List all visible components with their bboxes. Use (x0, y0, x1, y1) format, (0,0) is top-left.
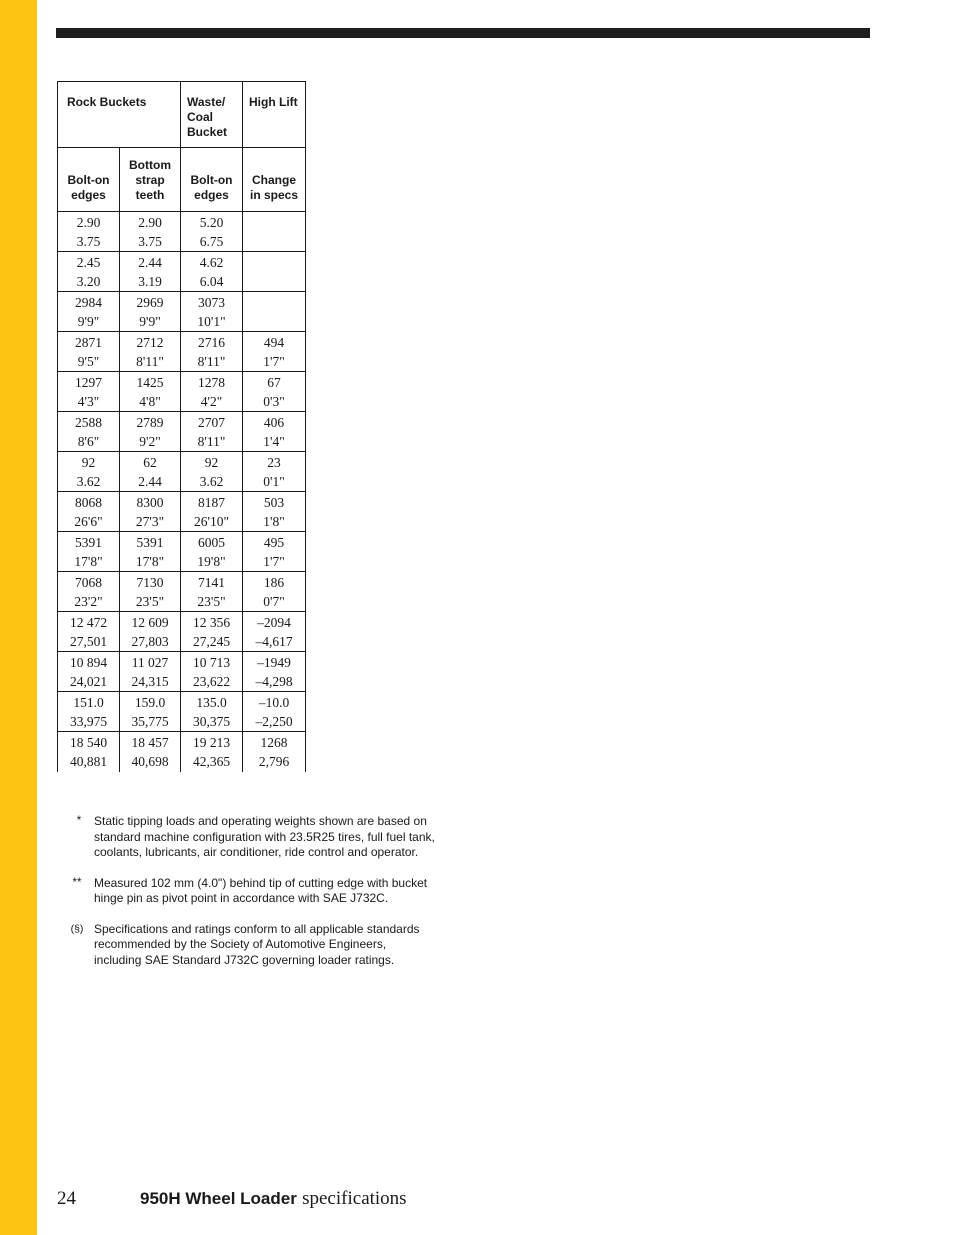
cell-value: 8'11" (197, 353, 226, 369)
cell-value: 1425 (136, 374, 164, 390)
table-row (58, 572, 306, 612)
footnote-line: recommended by the Society of Automotive Engineers, (94, 937, 387, 951)
table-cell (120, 612, 181, 652)
cell-value: 26'10" (194, 513, 229, 529)
cell-value: –2094 (257, 614, 291, 630)
cell-value: 9'5" (77, 353, 100, 369)
table-cell (120, 652, 181, 692)
header-high-lift: High Lift (243, 82, 306, 148)
cell-value: 3.62 (199, 473, 224, 489)
cell-value: 1'4" (263, 433, 285, 449)
table-cell (181, 732, 243, 772)
cell-value: 26'6" (74, 513, 103, 529)
table-row (58, 212, 306, 252)
table-row (58, 412, 306, 452)
cell-value: 1'7" (263, 553, 285, 569)
cell-value: 159.0 (134, 694, 166, 710)
cell-value: 0'3" (263, 393, 285, 409)
cell-value: 7141 (198, 574, 225, 590)
table-cell (181, 492, 243, 532)
table-cell (243, 532, 306, 572)
table-cell (243, 452, 306, 492)
cell-value: 8'11" (197, 433, 226, 449)
cell-value: 2707 (198, 414, 225, 430)
table-cell (181, 252, 243, 292)
footnote-line: Static tipping loads and operating weights shown are based on (94, 814, 427, 828)
subheader-col-4: Change in specs (243, 148, 306, 212)
cell-value: 23,622 (192, 673, 231, 689)
footnote-line: including SAE Standard J732C governing loader ratings. (94, 952, 395, 967)
footer-title (140, 1188, 407, 1210)
table-row (58, 372, 306, 412)
cell-value: 27,501 (69, 633, 108, 649)
spec-table (57, 81, 306, 772)
table-cell (120, 732, 181, 772)
table-cell (58, 652, 120, 692)
cell-value: 8'11" (136, 353, 164, 369)
cell-value: 495 (263, 534, 285, 550)
cell-value: 5391 (75, 534, 102, 550)
cell-value: 3.20 (76, 273, 101, 289)
table-row (58, 612, 306, 652)
cell-value: 10 894 (69, 654, 108, 670)
cell-value: –2,250 (255, 713, 293, 729)
table-cell (181, 652, 243, 692)
table-body (58, 212, 306, 772)
table-cell (181, 532, 243, 572)
cell-value: 4'3" (77, 393, 100, 409)
cell-value: 12 356 (192, 614, 231, 630)
table-cell (58, 612, 120, 652)
cell-value: 3.75 (138, 233, 162, 249)
table-cell (58, 452, 120, 492)
cell-value: 7130 (136, 574, 164, 590)
header-rock-buckets: Rock Buckets (58, 82, 181, 148)
footnote-mark: ** (72, 876, 82, 889)
table-cell (120, 532, 181, 572)
cell-value: 1'7" (263, 353, 285, 369)
cell-value: 23'5" (197, 593, 226, 609)
table-cell (58, 332, 120, 372)
cell-value: 8'6" (77, 433, 100, 449)
cell-value: 35,775 (131, 713, 169, 729)
cell-value: 9'9" (77, 313, 100, 329)
table-cell (243, 212, 306, 252)
cell-value: 40,698 (131, 753, 169, 769)
table-cell (120, 292, 181, 332)
cell-value: 406 (263, 414, 285, 430)
table-cell (243, 372, 306, 412)
table-cell (181, 212, 243, 252)
cell-value: 2.90 (76, 214, 101, 230)
table-cell (181, 572, 243, 612)
cell-value: 9'9" (139, 313, 161, 329)
cell-value: 12 609 (131, 614, 169, 630)
table-row (58, 252, 306, 292)
cell-value: 2588 (75, 414, 102, 430)
cell-value: 9'2" (139, 433, 161, 449)
cell-value: 18 457 (131, 734, 169, 750)
cell-value: 0'7" (263, 593, 285, 609)
cell-value: 151.0 (73, 694, 104, 710)
cell-value: –4,298 (255, 673, 293, 689)
cell-value: 5391 (136, 534, 164, 550)
cell-value: 2.44 (138, 473, 162, 489)
subheader-col-3: Bolt-on edges (181, 148, 243, 212)
table-cell (58, 252, 120, 292)
cell-value: 92 (204, 454, 219, 470)
page-number: 24 (57, 1188, 76, 1209)
footnote (64, 876, 494, 907)
table-cell (243, 492, 306, 532)
table-cell (58, 492, 120, 532)
subheader-col-2: Bottom strap teeth (120, 148, 181, 212)
cell-value: 17'8" (135, 553, 165, 569)
cell-value: 18 540 (69, 734, 108, 750)
cell-value: 1268 (260, 734, 288, 750)
table-cell (120, 692, 181, 732)
table-cell (243, 572, 306, 612)
cell-value: 2789 (136, 414, 164, 430)
table-cell (58, 692, 120, 732)
cell-value: 135.0 (196, 694, 227, 710)
table-cell (58, 732, 120, 772)
cell-value: 4.62 (199, 254, 224, 270)
cell-value: 4'8" (139, 393, 161, 409)
table-row (58, 692, 306, 732)
table-cell (58, 212, 120, 252)
footnote-line: coolants, lubricants, air conditioner, ride control and operator. (94, 845, 419, 859)
footnote (64, 814, 494, 861)
cell-value: 494 (263, 334, 285, 350)
cell-value: 30,375 (192, 713, 231, 729)
table-cell (243, 692, 306, 732)
footnote-mark: * (76, 815, 82, 827)
table-sub-header-row (58, 148, 306, 212)
cell-value: 186 (263, 574, 285, 590)
cell-value: 6005 (198, 534, 225, 550)
cell-value: 23'5" (135, 593, 165, 609)
table-cell (181, 372, 243, 412)
cell-value: 10 713 (192, 654, 231, 670)
table-row (58, 652, 306, 692)
header-waste-coal-bucket: Waste/ Coal Bucket (181, 82, 243, 148)
top-rule (56, 28, 870, 38)
cell-value: 8300 (136, 494, 164, 510)
table-cell (58, 292, 120, 332)
cell-value: 27,245 (192, 633, 231, 649)
table-cell (243, 412, 306, 452)
cell-value: 33,975 (69, 713, 108, 729)
table-row (58, 532, 306, 572)
cell-value: 27,803 (131, 633, 169, 649)
table-cell (243, 332, 306, 372)
cell-value: 2716 (198, 334, 225, 350)
cell-value: 2984 (75, 294, 102, 310)
table-cell (58, 372, 120, 412)
table-cell (243, 732, 306, 772)
table-row (58, 452, 306, 492)
cell-value: 23 (267, 454, 281, 470)
cell-value: 2.90 (138, 214, 162, 230)
table-cell (120, 492, 181, 532)
cell-value: 11 027 (131, 654, 169, 670)
cell-value: 2712 (136, 334, 164, 350)
cell-value: 12 472 (69, 614, 108, 630)
cell-value: 2.45 (76, 254, 101, 270)
cell-value: –10.0 (258, 694, 290, 710)
cell-value: 7068 (75, 574, 102, 590)
table-cell (181, 412, 243, 452)
table-cell (58, 412, 120, 452)
table-cell (58, 572, 120, 612)
cell-value: 0'1" (263, 473, 285, 489)
table-cell (58, 532, 120, 572)
cell-value: 1297 (75, 374, 102, 390)
table-cell (243, 292, 306, 332)
cell-value: 3.75 (76, 233, 101, 249)
cell-value: 2871 (75, 334, 102, 350)
cell-value: 3073 (198, 294, 225, 310)
footnote-line: Measured 102 mm (4.0") behind tip of cutting edge with bucket (94, 875, 428, 890)
cell-value: 3.19 (138, 273, 162, 289)
cell-value: 4'2" (200, 393, 223, 409)
cell-value: –4,617 (255, 633, 293, 649)
cell-value: 5.20 (199, 214, 224, 230)
footnote-line: hinge pin as pivot point in accordance with SAE J732C. (94, 891, 389, 905)
table-cell (120, 572, 181, 612)
cell-value: 3.62 (76, 473, 101, 489)
table-cell (181, 292, 243, 332)
cell-value: 19'8" (197, 553, 226, 569)
table-cell (120, 212, 181, 252)
cell-value: 17'8" (74, 553, 103, 569)
table-cell (181, 452, 243, 492)
table-row (58, 492, 306, 532)
cell-value: 24,021 (69, 673, 108, 689)
yellow-side-bar (0, 0, 37, 1235)
table-row (58, 332, 306, 372)
cell-value: 2.44 (138, 254, 162, 270)
cell-value: 42,365 (192, 753, 231, 769)
footnote (64, 922, 494, 969)
footnote-line: Specifications and ratings conform to all applicable standards (94, 921, 420, 936)
table-row (58, 292, 306, 332)
cell-value: –1949 (257, 654, 291, 670)
table-cell (120, 412, 181, 452)
table-cell (243, 612, 306, 652)
cell-value: 19 213 (192, 734, 231, 750)
footnote-mark: (§) (70, 922, 84, 935)
cell-value: 2,796 (258, 753, 290, 769)
cell-value: 2969 (136, 294, 164, 310)
table-cell (120, 372, 181, 412)
cell-value: 62 (143, 454, 157, 470)
footnote-line: standard machine configuration with 23.5R25 tires, full fuel tank, (94, 829, 435, 844)
table-cell (120, 452, 181, 492)
cell-value: 10'1" (197, 313, 226, 329)
table-cell (120, 332, 181, 372)
table-cell (120, 252, 181, 292)
table-cell (181, 692, 243, 732)
footer-title-bold: 950H Wheel Loader (140, 1189, 297, 1208)
subheader-col-1: Bolt-on edges (58, 148, 120, 212)
footer-title-regular: specifications (302, 1188, 407, 1209)
table-cell (243, 252, 306, 292)
cell-value: 23'2" (74, 593, 103, 609)
table-cell (243, 652, 306, 692)
table-top-header-row (58, 82, 306, 148)
cell-value: 8187 (198, 494, 225, 510)
cell-value: 1'8" (263, 513, 285, 529)
cell-value: 67 (267, 374, 281, 390)
cell-value: 1278 (198, 374, 225, 390)
cell-value: 6.75 (199, 233, 224, 249)
cell-value: 27'3" (135, 513, 165, 529)
cell-value: 6.04 (199, 273, 224, 289)
footnotes (64, 814, 494, 983)
cell-value: 92 (81, 454, 96, 470)
table-cell (181, 612, 243, 652)
table-cell (181, 332, 243, 372)
cell-value: 24,315 (131, 673, 169, 689)
table-row (58, 732, 306, 772)
cell-value: 8068 (75, 494, 102, 510)
cell-value: 503 (263, 494, 285, 510)
cell-value: 40,881 (69, 753, 108, 769)
